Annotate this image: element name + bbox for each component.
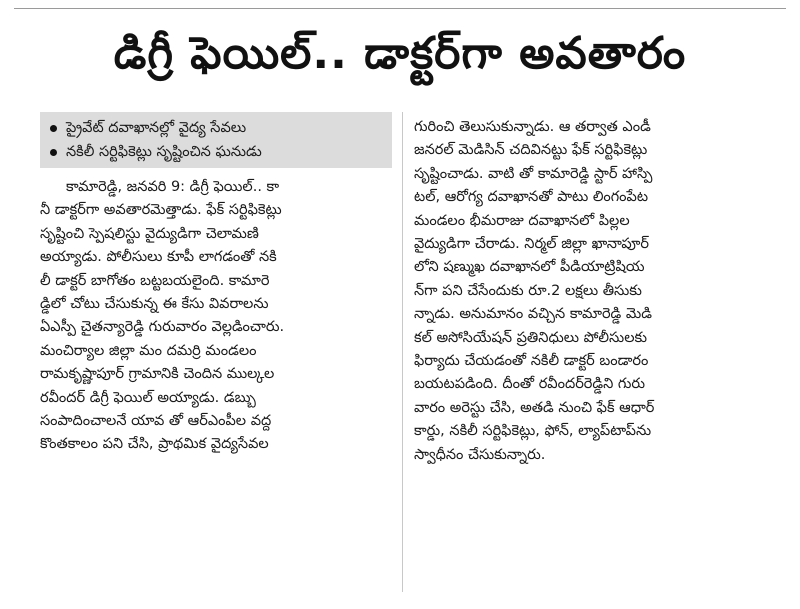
body-line: వారం అరెస్టు చేసి, అతడి నుంచి ఫేక్ ఆధార్	[414, 399, 655, 416]
bullet-icon	[50, 125, 57, 132]
body-line: న్నాడు. అనుమానం వచ్చిన కామారెడ్డి మెడి	[414, 306, 652, 323]
body-line: లోని షణ్ముఖ దవాఖానలో పీడియాట్రిషియ	[414, 259, 645, 276]
body-line: కార్డు, నకిలీ సర్టిఫికెట్లు, ఫోన్, ల్యాప్‌టాప్‌ను	[414, 423, 652, 440]
body-line: బయటపడింది. దీంతో రవీందర్‌రెడ్డిని గురు	[414, 376, 645, 393]
body-line: జనరల్ మెడిసిన్ చదివినట్టు ఫేక్ సర్టిఫికెట్లు	[414, 142, 648, 159]
highlights-box	[40, 112, 392, 168]
body-line: టల్, ఆరోగ్య దవాఖానతో పాటు లింగంపేట	[414, 189, 649, 206]
headline: డిగ్రీ ఫెయిల్.. డాక్టర్‌గా అవతారం	[113, 28, 687, 79]
body-line: రామకృష్ణాపూర్ గ్రామానికి చెందిన ముల్కల	[40, 366, 275, 383]
body-line: సంపాదించాలనే యావ తో ఆర్‌ఎంపీల వద్ద	[40, 413, 272, 430]
highlight-item	[50, 140, 384, 164]
body-line: లీ డాక్టర్ బాగోతం బట్టబయలైంది. కామారె	[40, 272, 270, 289]
body-line: న్‌గా పని చేసేందుకు రూ.2 లక్షలు తీసుకు	[414, 282, 642, 299]
body-line: వైద్యుడిగా చేరాడు. నిర్మల్ జిల్లా ఖానాపూర్	[414, 236, 649, 253]
bullet-icon	[50, 149, 57, 156]
highlight-text: ప్రైవేట్ దవాఖానల్లో వైద్య సేవలు	[66, 120, 247, 136]
body-line: కల్ అసోసియేషన్ ప్రతినిధులు పోలీసులకు	[414, 329, 648, 346]
body-line: సృష్టించి స్పెషలిస్టు వైద్యుడిగా చెలామణి	[40, 225, 259, 242]
top-rule	[14, 8, 786, 9]
body-line: మండలం భీమరాజు దవాఖానలో పిల్లల	[414, 212, 630, 229]
left-column	[40, 112, 392, 457]
body-line: సృష్టించాడు. వాటి తో కామారెడ్డి స్టార్ హాస్పి	[414, 165, 653, 182]
body-line: గురించి తెలుసుకున్నాడు. ఆ తర్వాత ఎండీ	[414, 119, 651, 135]
body-line: రవీందర్ డిగ్రీ ఫెయిల్ అయ్యాడు. డబ్బు	[40, 389, 256, 406]
body-line: నీ డాక్టర్‌గా అవతారమెత్తాడు. ఫేక్ సర్టిఫికెట్లు	[40, 202, 282, 219]
body-line: డ్డిలో చోటు చేసుకున్న ఈ కేసు వివరాలను	[40, 296, 269, 313]
highlight-item	[50, 116, 384, 140]
column-divider	[402, 112, 403, 592]
right-column	[414, 116, 784, 467]
highlight-text: నకిలీ సర్టిఫికెట్లు సృష్టించిన ఘనుడు	[66, 144, 262, 160]
body-line: కొంతకాలం పని చేసి, ప్రాథమిక వైద్యసేవల	[40, 436, 269, 453]
left-body	[40, 176, 392, 457]
body-line: ఏఎస్పీ చైతన్యారెడ్డి గురువారం వెల్లడించారు.	[40, 319, 285, 336]
body-line: స్వాధీనం చేసుకున్నారు.	[414, 446, 546, 463]
body-line: ఫిర్యాదు చేయడంతో నకిలీ డాక్టర్ బండారం	[414, 353, 649, 370]
body-line: కామారెడ్డి, జనవరి 9: డిగ్రీ ఫెయిల్.. కా	[66, 179, 280, 195]
body-line: మంచిర్యాల జిల్లా మం దమర్రి మండలం	[40, 342, 257, 359]
body-line: అయ్యాడు. పోలీసులు కూపీ లాగడంతో నకి	[40, 249, 277, 266]
